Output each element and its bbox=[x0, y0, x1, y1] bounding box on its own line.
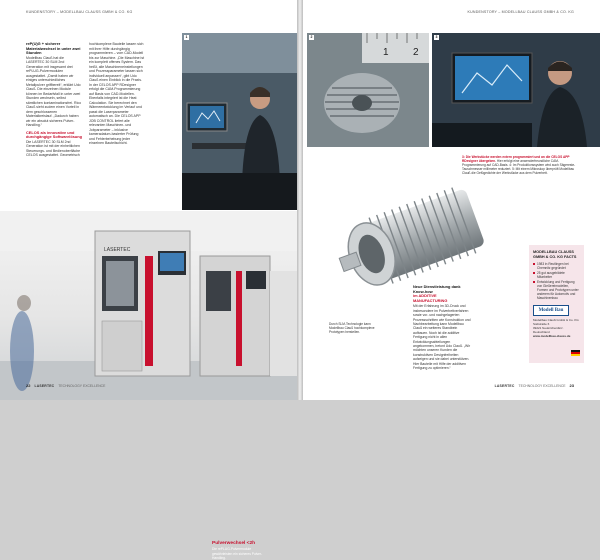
left-page bbox=[0, 0, 297, 560]
text-column-1 bbox=[26, 42, 82, 161]
article-heading: Neue Dienstleistung dank Know-how bbox=[413, 284, 461, 294]
svg-text:2: 2 bbox=[413, 47, 419, 58]
caption-lead: 3: Die Werkstücke werden extern programmiert und an die CELOS APP RDesigner übergeben. bbox=[462, 155, 570, 163]
running-head: KUNDENSTORY – MODELLBAU CLAUSS GMBH & CO. KG bbox=[26, 10, 133, 14]
footer-magazine: LASERTEC bbox=[494, 383, 515, 388]
german-flag-icon bbox=[571, 350, 580, 356]
list-item: 25 gut ausgebildete Mitarbeiter bbox=[533, 271, 580, 279]
side-caption bbox=[212, 541, 272, 560]
website-link[interactable]: www.modellbau-clauss.de bbox=[533, 333, 571, 338]
slm-part-render bbox=[311, 175, 511, 315]
photo-number-badge: 2 bbox=[310, 35, 313, 39]
paragraph: Modellbau Clauß hat die LASERTEC 30 SLM 2nd Generation mit insgesamt drei rePLUG-Pulvermodulen ausgestattet. „Damit haben wir einiges unterschiedliches Metallpulver griffbereit“, erklärt Udo Clauß. Die einzelnen Module können im Bedarfsfall in unter zwei Stunden wechseln, selbst sämtlichen kontaminationsfrei. Rico Clauß sieht zudem einen Vorteil in dem geschlossenen Materialkreislauf. „Dadurch haben wir ein absolut sicheres Pulver-Handling.“ bbox=[26, 55, 82, 128]
caption-body: Hier erfolgt eine anwenderfreundliche CAM-Programmierung auf CAD-Basis. 4: Im Produktionssystem wird auch Sägereste-Tauschmesser millimeter reduziert. 5: Mit einem Mikroskop überprüft Modellbau Clauß die Gefügedichte der Werkstücke aus dem Pulverbett. bbox=[462, 159, 576, 175]
photo-lasertec-machine bbox=[0, 211, 297, 560]
article-heading-accent: im ADDITIVE MANUFACTURING bbox=[413, 293, 448, 303]
photo-number-badge: 1 bbox=[185, 35, 188, 39]
paragraph: Die LASERTEC 30 SLM 2nd Generation ist mit der einheitlichen Steuerungs- und Bedienoberfläche CELOS ausgestattet. Geometrisch bbox=[26, 139, 81, 158]
list-item: Entwicklung und Fertigung von Gießereimodellen, Formen und Prototypen unter anderem für Automotiv und Maschinenbau bbox=[533, 280, 580, 300]
side-caption-title: Pulverwechsel <2h bbox=[212, 541, 256, 546]
worker-illustration bbox=[182, 33, 297, 210]
footer-magazine: LASERTEC bbox=[34, 383, 55, 388]
photo-number-badge: 3 bbox=[435, 35, 438, 39]
paragraph: hochkomplexe Bauteile lassen sich mit ihrer Hilfe durchgängig programmieren – vom CAD-Modell bis zur Maschine. „Die Maschine ist ein komplett offenes System. Das heißt, alle Maschineneinstellungen und Prozessparameter lassen sich individuell anpassen“, gibt Udo Clauß einen Einblick in die Praxis. In der CELOS APP RDesigner erfolgt die CAM-Programmierung auf Basis von CAD-Modellen. Ebenfalls integriert ist die Heat Calculation. Sie berechnet den Wärmeentwicklung im Verlauf und passt die Laserparameter automatisch an. Die CELOS APP JOB CONTROL liefert alle relevanten Maschinen- und Jobparameter – inklusive kameradatum-basierter Prüfung und Fehlerbehebung jeder einzelnen Bauteilschicht. bbox=[89, 42, 145, 145]
page-footer bbox=[495, 383, 574, 388]
photo-part-closeup bbox=[307, 33, 429, 147]
article-column bbox=[413, 285, 471, 370]
text-column-2 bbox=[89, 42, 145, 149]
machine-brand-label: LASERTEC bbox=[104, 247, 131, 253]
section-heading: reP(U)G + sicherer Materialwechsel in unter zwei Stunden bbox=[26, 41, 81, 56]
paragraph: Mit der Erfahrung im 3D-Druck und insbesondere im Pulverbettverfahren sowie vor- und nachgelagerten Prozessschritten wie Konstruktion und Nachbearbeitung kann Modellbau Clauß ein weiteres Standbein aufbauen. Noch ist die additive Fertigung nicht in allen Entwicklungsabteilungen angekommen, betont Udo Clauß. „Wir möchten unseren Kunden die konstruktiven Designfreiheiten aufzeigen und sie dabei unterstützen. Hier Bauteile mit Hilfe der additiven Fertigung zu optimieren.“ bbox=[413, 304, 471, 371]
running-head: KUNDENSTORY – MODELLBAU CLAUSS GMBH & CO. KG bbox=[467, 10, 574, 14]
address-country: Deutschland bbox=[533, 329, 550, 334]
page-number: 23 bbox=[569, 383, 574, 388]
photo-caption bbox=[462, 155, 578, 175]
list-item: 1983 in Reutlingen bei Chemnitz gegründet bbox=[533, 262, 580, 270]
footer-section: TECHNOLOGY EXCELLENCE bbox=[58, 383, 106, 388]
photo-operator-monitor bbox=[432, 33, 600, 147]
closeup-illustration bbox=[307, 33, 429, 147]
company-logo: Modell Bau bbox=[533, 305, 569, 316]
facts-list bbox=[533, 262, 580, 300]
section-heading: CELOS als innovative und durchgängige Softwarelösung bbox=[26, 129, 82, 140]
address-name: Modellbau Clauß GmbH & Co. KG bbox=[533, 318, 579, 323]
right-page bbox=[303, 0, 600, 400]
footer-section: TECHNOLOGY EXCELLENCE bbox=[518, 383, 566, 388]
part-caption: Durch SLM-Technologie kann Modellbau Clauß hochkomplexe Prototypen herstellen. bbox=[329, 322, 375, 334]
side-caption-body: Die rePLUG-Pulvermodule gewährleisten ein sicheres Pulver-Handling. bbox=[212, 547, 263, 560]
monitor-illustration bbox=[432, 33, 600, 147]
company-facts-box bbox=[529, 245, 584, 363]
photo-worker-at-computer bbox=[182, 33, 297, 210]
facts-title: MODELLBAU CLAUSS GMBH & CO. KG FACTS bbox=[533, 250, 577, 259]
address-city: 09221 Neukirchen/Erz. bbox=[533, 326, 564, 330]
machine-illustration bbox=[0, 211, 297, 400]
address-street: Südstraße 6 bbox=[533, 322, 550, 327]
page-footer bbox=[26, 383, 105, 388]
page-number: 22 bbox=[26, 383, 31, 388]
svg-text:1: 1 bbox=[383, 47, 389, 58]
